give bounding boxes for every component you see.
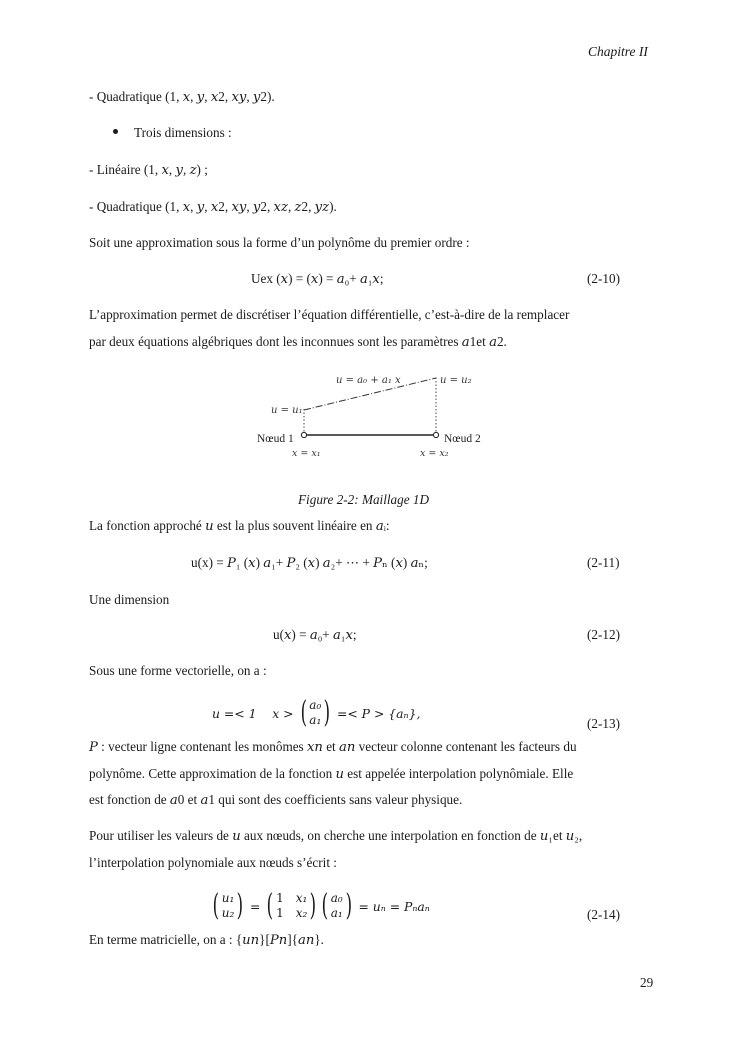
equation-2-11: u(x) = 𝑃₁ (𝑥) 𝑎₁+ 𝑃₂ (𝑥) 𝑎₂+ ⋯ + 𝑃ₙ (𝑥) 𝑎ₙ; xyxy=(191,555,428,570)
eq14-a1: 𝑎₁ xyxy=(330,906,343,920)
figure-mesh-1d xyxy=(0,368,745,478)
equation-2-13 xyxy=(212,695,420,731)
line-linear-3d: - Linéaire (1, 𝑥, 𝑦, 𝑧) ; xyxy=(89,162,208,177)
line-quadratic-3d: - Quadratique (1, 𝑥, 𝑦, 𝑥2, 𝑥𝑦, 𝑦2, 𝑥𝑧, 𝑧2, 𝑦𝑧). xyxy=(89,199,337,214)
fonction-text-c: : xyxy=(385,518,390,533)
equation-2-13-number: (2-13) xyxy=(587,716,620,731)
paren-right: ) xyxy=(345,888,352,923)
page-number: 29 xyxy=(640,975,654,990)
line-une-dimension: Une dimension xyxy=(89,592,170,607)
eq14-equals: = xyxy=(249,898,261,914)
eq14-vector-a xyxy=(319,888,354,923)
label-u2: 𝑢 = 𝑢₂ xyxy=(440,375,472,386)
label-u1: 𝑢 = 𝑢₁ xyxy=(271,405,303,416)
label-node1: Nœud 1 xyxy=(257,433,294,445)
paragraph-pour-line1: Pour utiliser les valeurs de 𝑢 aux nœuds, on cherche une interpolation en fonction de 𝑢₁et 𝑢₂, xyxy=(89,828,583,843)
equation-2-10: Uex (𝑥) = (𝑥) = 𝑎₀+ 𝑎₁𝑥; xyxy=(251,271,384,286)
paragraph-approx-line2: par deux équations algébriques dont les inconnues sont les paramètres 𝑎1et 𝑎2. xyxy=(89,334,507,349)
fonction-u: 𝑢 xyxy=(205,518,214,533)
eq14-m21: 1 xyxy=(276,906,284,920)
eq13-a0: 𝑎₀ xyxy=(309,698,322,712)
equation-2-12: u(𝑥) = 𝑎₀+ 𝑎₁𝑥; xyxy=(273,627,357,642)
fonction-text-b: est la plus souvent linéaire en xyxy=(213,518,376,533)
eq14-m11: 1 xyxy=(276,891,284,905)
paren-left: ( xyxy=(212,888,220,923)
equation-2-11-number: (2-11) xyxy=(587,555,620,570)
label-x1: 𝑥 = 𝑥₁ xyxy=(292,448,321,459)
chapter-header: Chapitre II xyxy=(588,44,648,59)
bullet-marker xyxy=(113,129,118,134)
line-terme-matricielle: En terme matricielle, on a : {𝑢𝑛}[𝑃𝑛]{𝑎𝑛}. xyxy=(89,932,324,947)
label-interpolation: 𝑢 = 𝑎₀ + 𝑎₁ 𝑥 xyxy=(336,375,401,386)
node1-circle xyxy=(301,432,306,437)
paren-left: ( xyxy=(267,888,274,923)
eq14-m12: 𝑥₁ xyxy=(295,891,308,905)
eq14-m22: 𝑥₂ xyxy=(295,906,308,920)
line-three-dimensions: Trois dimensions : xyxy=(134,125,232,140)
eq14-u2: 𝑢₂ xyxy=(221,906,235,920)
paragraph-p-line3: est fonction de 𝑎0 et 𝑎1 qui sont des coefficients sans valeur physique. xyxy=(89,792,463,807)
equation-2-14 xyxy=(210,888,430,924)
eq14-u-col xyxy=(222,891,235,921)
eq14-a0: 𝑎₀ xyxy=(330,891,343,905)
eq13-vector-a xyxy=(298,695,333,730)
line-fonction-approche xyxy=(89,518,390,534)
paren-right: ) xyxy=(323,695,331,730)
paren-left: ( xyxy=(300,695,307,730)
eq13-right: =< 𝑃 > {𝑎ₙ}, xyxy=(336,705,421,721)
equation-2-10-number: (2-10) xyxy=(587,271,620,286)
eq14-matrix xyxy=(264,888,319,923)
paragraph-p-line1: 𝑃 : vecteur ligne contenant les monômes 𝑥𝑛 et 𝑎𝑛 vecteur colonne contenant les facteurs du xyxy=(89,739,577,754)
paragraph-p-line2: polynôme. Cette approximation de la fonction 𝑢 est appelée interpolation polynômiale. Elle xyxy=(89,766,574,781)
fonction-text-a: La fonction approché xyxy=(89,518,206,533)
eq13-left: 𝑢 =< 1 𝑥 > xyxy=(212,705,294,721)
eq14-u1: 𝑢₁ xyxy=(221,891,235,905)
paragraph-pour-line2: l’interpolation polynomiale aux nœuds s’écrit : xyxy=(89,855,337,870)
eq13-a1: 𝑎₁ xyxy=(309,713,322,727)
label-node2: Nœud 2 xyxy=(444,433,481,445)
equation-2-12-number: (2-12) xyxy=(587,627,620,642)
eq13-col xyxy=(309,698,321,728)
eq14-a-col xyxy=(331,891,343,921)
fonction-ai: 𝑎ᵢ xyxy=(375,518,386,533)
line-soit: Soit une approximation sous la forme d’un polynôme du premier ordre : xyxy=(89,235,470,250)
node2-circle xyxy=(433,432,438,437)
eq14-matrix-grid xyxy=(276,891,307,921)
eq14-right: = 𝑢ₙ = 𝑃ₙ𝑎ₙ xyxy=(358,898,430,914)
paren-left: ( xyxy=(321,888,329,923)
line-forme-vectorielle: Sous une forme vectorielle, on a : xyxy=(89,663,267,678)
label-x2: 𝑥 = 𝑥₂ xyxy=(420,448,449,459)
paren-right: ) xyxy=(236,888,244,923)
line-quadratic-2d: - Quadratique (1, 𝑥, 𝑦, 𝑥2, 𝑥𝑦, 𝑦2). xyxy=(89,89,275,104)
paragraph-approx-line1: L’approximation permet de discrétiser l’équation différentielle, c’est-à-dire de la remplacer xyxy=(89,307,570,322)
eq14-vector-u xyxy=(210,888,246,923)
equation-2-14-number: (2-14) xyxy=(587,907,620,922)
figure-caption: Figure 2-2: Maillage 1D xyxy=(298,492,429,507)
paren-right: ) xyxy=(309,888,317,923)
